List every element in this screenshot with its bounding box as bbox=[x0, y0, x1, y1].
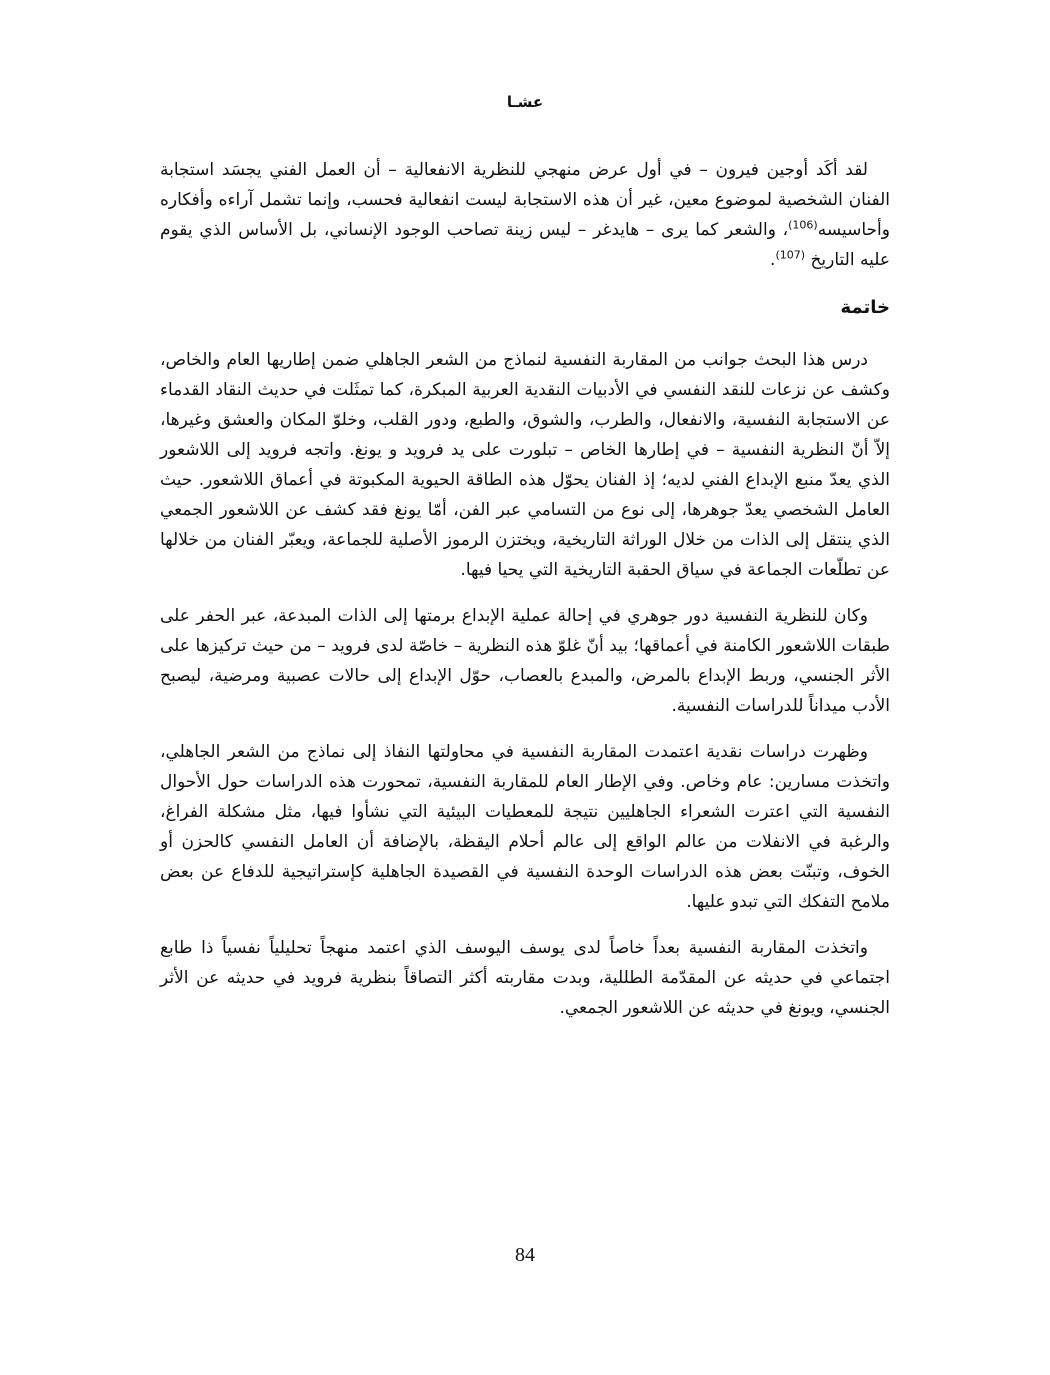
intro-text-c: . bbox=[770, 250, 776, 270]
page-number: 84 bbox=[515, 1244, 535, 1266]
intro-paragraph bbox=[160, 155, 890, 275]
section-title-conclusion: خاتمة bbox=[840, 297, 890, 318]
conclusion-paragraph-1: درس هذا البحث جوانب من المقاربة النفسية لنماذج من الشعر الجاهلي ضمن إطاريها العام والخاص، وكشف عن نزعات للنقد النفسي في الأدبيات النقدية العربية المبكرة، كما تمثَلت في حديث النقاد القدماء عن الاستجابة النفسية، والانفعال، والطرب، والشوق، والطبع، ودور القلب، وخلوّ المكان والعشق وغيرها، إلاّ أنّ النظرية النفسية – في إطارها الخاص – تبلورت على يد فرويد و يونغ. واتجه فرويد إلى اللاشعور الذي يعدّ منبع الإبداع الفني لديه؛ إذ الفنان يحوّل هذه الطاقة الحيوية المكبوتة في أعماق اللاشعور. حيث العامل الشخصي يعدّ جوهرها، إلى نوع من التسامي عبر الفن، أمّا يونغ فقد كشف عن اللاشعور الجمعي الذي ينتقل إلى الذات من خلال الوراثة التاريخية، ويختزن الرموز الأصلية للجماعة، ويعبّر الفنان من خلالها عن تطلّعات الجماعة في سياق الحقبة التاريخية التي يحيا فيها. bbox=[160, 350, 890, 580]
conclusion-paragraph-4: واتخذت المقاربة النفسية بعداً خاصاً لدى يوسف اليوسف الذي اعتمد منهجاً تحليلياً نفسياً ذا طابع اجتماعي في حديثه عن المقدّمة الطللية، وبدت مقاربته أكثر التصاقاً بنظرية فرويد في حديثه عن الأثر الجنسي، ويونغ في حديثه عن اللاشعور الجمعي. bbox=[160, 938, 890, 1018]
footnote-ref-107[interactable]: (107) bbox=[775, 248, 806, 262]
footnote-ref-106[interactable]: (106) bbox=[788, 218, 818, 232]
body-text bbox=[160, 155, 890, 1039]
running-head: عشـا bbox=[506, 93, 544, 111]
intro-text-b: ، والشعر كما يرى – هايدغر – ليس زينة تصاحب الوجود الإنساني، بل الأساس الذي يقوم عليه التاريخ bbox=[160, 220, 890, 270]
intro-text-a: لقد أكَد أوجين فيرون – في أول عرض منهجي للنظرية الانفعالية – أن العمل الفني يجسَد استجابة الفنان الشخصية لموضوع معين، غير أن هذه الاستجابة ليست انفعالية فحسب، وإنما تشمل آراءه وأفكاره وأحاسيسه bbox=[160, 160, 890, 240]
conclusion-paragraph-2: وكان للنظرية النفسية دور جوهري في إحالة عملية الإبداع برمتها إلى الذات المبدعة، عبر الحفر على طبقات اللاشعور الكامنة في أعماقها؛ بيد أنّ غلوّ هذه النظرية – خاصّة لدى فرويد – من حيث تركيزها على الأثر الجنسي، وربط الإبداع بالمرض، والمبدع بالعصاب، حوّل الإبداع إلى حالات عصبية ومرضية، ليصبح الأدب ميداناً للدراسات النفسية. bbox=[160, 606, 890, 716]
conclusion-paragraph-3: وظهرت دراسات نقدية اعتمدت المقاربة النفسية في محاولتها النفاذ إلى نماذج من الشعر الجاهلي، واتخذت مسارين: عام وخاص. وفي الإطار العام للمقاربة النفسية، تمحورت هذه الدراسات حول الأحوال النفسية التي اعترت الشعراء الجاهليين نتيجة للمعطيات البيئية التي نشأوا فيها، مثل مشكلة الفراغ، والرغبة في الانفلات من عالم الواقع إلى عالم أحلام اليقظة، بالإضافة أن العامل النفسي كالحزن أو الخوف، وتبنّت بعض هذه الدراسات الوحدة النفسية في القصيدة الجاهلية كإستراتيجية للدفاع عن بعض ملامح التفكك التي تبدو عليها. bbox=[160, 742, 890, 912]
